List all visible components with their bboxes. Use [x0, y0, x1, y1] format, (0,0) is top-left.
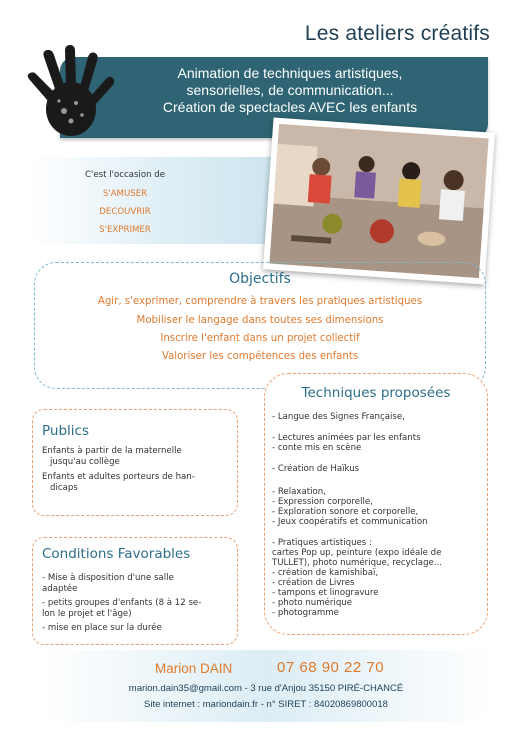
- banner-text: [110, 65, 470, 116]
- technique-line: - création de kamishibaï,: [272, 568, 379, 578]
- technique-line: TULLET), photo numérique, recyclage...: [272, 558, 443, 568]
- technique-line: - conte mis en scène: [272, 443, 362, 453]
- banner-line: Animation de techniques artistiques,: [177, 65, 403, 81]
- technique-line: - Expression corporelle,: [272, 497, 373, 507]
- banner-line: Création de spectacles AVEC les enfants: [162, 99, 418, 115]
- objectif-item: Agir, s'exprimer, comprendre à travers les pratiques artistiques: [97, 296, 423, 307]
- occasion-item: S'AMUSER: [102, 189, 148, 199]
- technique-line: - création de Livres: [272, 578, 355, 588]
- technique-line: - photogramme: [272, 608, 339, 618]
- conditions-line: - mise en place sur la durée: [42, 623, 162, 633]
- contact-name: Marion DAIN: [155, 661, 233, 676]
- banner-line: sensorielles, de communication...: [186, 82, 394, 98]
- technique-line: - Relaxation,: [272, 487, 326, 497]
- contact-phone: 07 68 90 22 70: [277, 659, 385, 676]
- technique-line: - Création de Haïkus: [272, 464, 360, 474]
- conditions-line: lon le projet et l'âge): [42, 609, 132, 619]
- page-title: Les ateliers créatifs: [304, 22, 490, 45]
- objectif-item: Valoriser les compétences des enfants: [161, 351, 359, 362]
- conditions-line: - Mise à disposition d'une salle: [42, 573, 174, 583]
- handprint-icon: [24, 43, 116, 145]
- technique-line: - Exploration sonore et corporelle,: [272, 507, 419, 517]
- publics-line: Enfants à partir de la maternelle: [42, 446, 182, 456]
- technique-line: - tampons et linogravure: [272, 588, 379, 598]
- conditions-line: - petits groupes d'enfants (8 à 12 se-: [42, 598, 202, 608]
- technique-line: - Jeux coopératifs et communication: [272, 517, 428, 527]
- workshop-photo-frame: [263, 117, 495, 284]
- technique-line: cartes Pop up, peinture (expo idéale de: [272, 548, 442, 558]
- occasion-intro: C'est l'occasion de: [85, 170, 165, 180]
- technique-line: - Lectures animées par les enfants: [272, 433, 421, 443]
- objectif-item: Mobiliser le langage dans toutes ses dimensions: [136, 315, 384, 326]
- conditions-title: Conditions Favorables: [42, 546, 191, 562]
- objectif-item: Inscrire l'enfant dans un projet collectif: [160, 333, 360, 344]
- publics-title: Publics: [42, 423, 89, 439]
- technique-line: - Langue des Signes Française,: [272, 412, 405, 422]
- publics-line: dicaps: [50, 483, 78, 493]
- occasion-item: DECOUVRIR: [99, 207, 151, 217]
- contact-site: Site internet : mariondain.fr - n° SIRET : 84020869800018: [144, 699, 388, 710]
- publics-line: jusqu'au collège: [50, 457, 120, 467]
- techniques-title: Techniques proposées: [301, 385, 451, 401]
- contact-address: marion.dain35@gmail.com - 3 rue d'Anjou 35150 PIRÉ-CHANCÉ: [128, 683, 404, 694]
- technique-line: - Pratiques artistiques :: [272, 538, 372, 548]
- technique-line: - photo numérique: [272, 598, 353, 608]
- publics-line: Enfants et adultes porteurs de han-: [42, 472, 195, 482]
- occasion-panel: [30, 157, 273, 244]
- occasion-item: S'EXPRIMER: [99, 225, 151, 235]
- objectifs-title: Objectifs: [229, 271, 291, 287]
- workshop-photo: [269, 124, 488, 278]
- conditions-line: adaptée: [42, 584, 78, 594]
